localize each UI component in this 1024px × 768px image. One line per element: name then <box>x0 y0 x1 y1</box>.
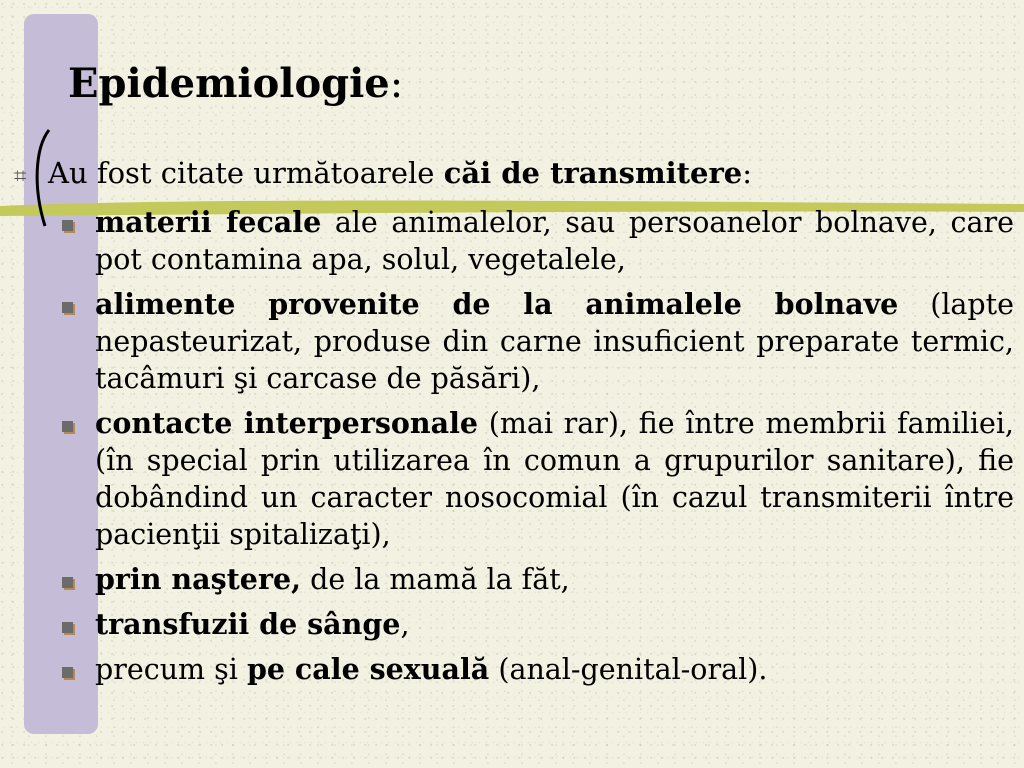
transmission-list <box>62 204 1014 696</box>
list-item <box>62 204 1014 278</box>
slide-title-colon: : <box>389 61 404 107</box>
item-text: (anal-genital-oral). <box>489 653 768 686</box>
square-bullet-icon <box>62 665 78 681</box>
slide-title <box>68 60 403 107</box>
intro-suffix: : <box>742 156 753 190</box>
item-bold: pe cale sexuală <box>246 652 490 686</box>
item-bold: materii fecale <box>95 205 322 239</box>
item-text: ale animalelor, sau persoanelor bolnave, care pot contamina apa, solul, vegetalele, <box>95 206 1014 276</box>
square-bullet-icon <box>62 419 78 435</box>
item-text: , <box>400 608 410 641</box>
list-item <box>62 606 1014 643</box>
slide-title-text: Epidemiologie <box>68 60 390 107</box>
item-text: (lapte nepasteurizat, produse din carne insuficient preparate termic, tacâmuri şi carcase de păsări), <box>95 288 1014 395</box>
square-bullet-icon <box>62 620 78 636</box>
item-text: (mai rar), fie între membrii familiei, (în special prin utilizarea în comun a grupurilor sanitare), fie dobândind un caracter nosocomial (în cazul transmiterii între pacienţii spitalizaţi), <box>95 407 1014 551</box>
item-prefix: precum şi <box>95 653 247 686</box>
list-item <box>62 286 1014 397</box>
item-bold: alimente provenite de la animalele bolnave <box>95 287 899 321</box>
list-item <box>62 651 1014 688</box>
intro-prefix: Au fost citate următoarele <box>48 156 444 190</box>
square-bullet-icon <box>62 300 78 316</box>
item-text: de la mamă la făt, <box>301 563 570 596</box>
square-bullet-icon <box>62 575 78 591</box>
intro-bold: căi de transmitere <box>443 156 743 190</box>
list-item <box>62 561 1014 598</box>
list-item <box>62 405 1014 553</box>
square-bullet-icon <box>62 218 78 234</box>
item-bold: transfuzii de sânge <box>95 607 401 641</box>
item-bold: contacte interpersonale <box>95 406 479 440</box>
hash-bullet-icon: ⌗ <box>14 164 27 189</box>
intro-line <box>48 156 752 190</box>
item-bold: prin naştere, <box>95 562 302 596</box>
